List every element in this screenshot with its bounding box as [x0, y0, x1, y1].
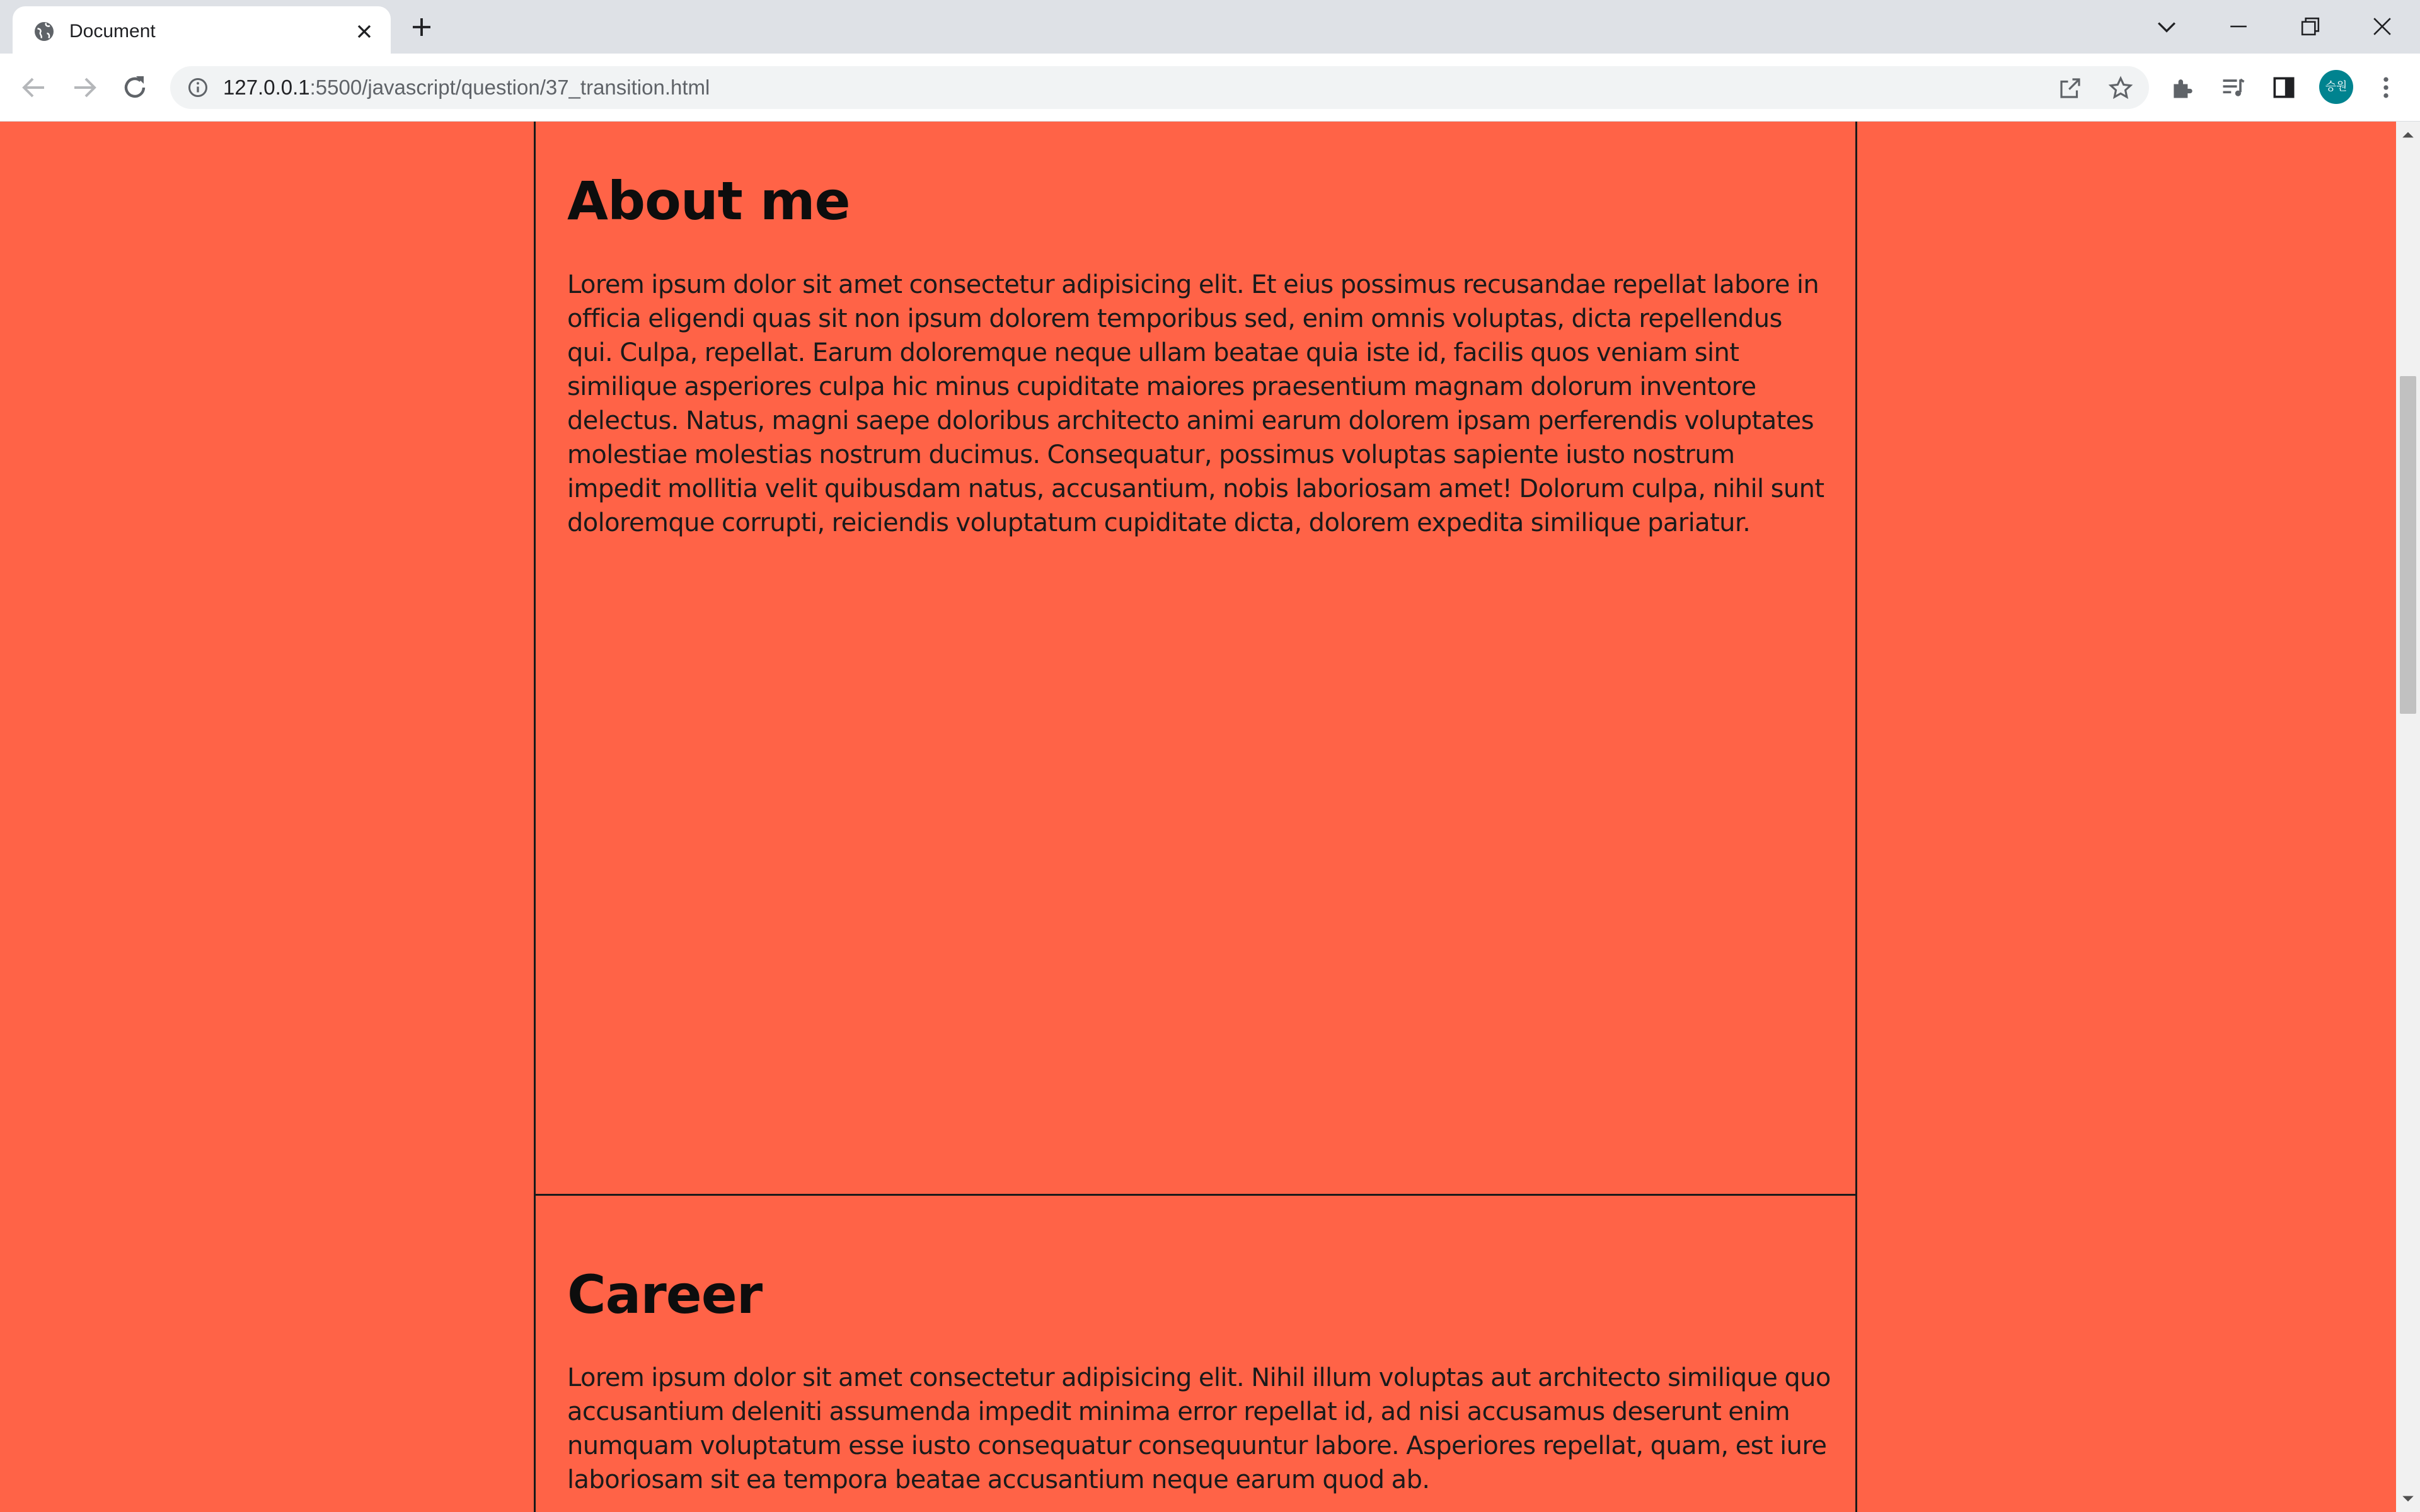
new-tab-plus-icon[interactable] [408, 14, 435, 40]
close-icon[interactable] [353, 20, 376, 43]
url-path: :5500/javascript/question/37_transition.html [309, 76, 710, 99]
reload-icon[interactable] [120, 72, 150, 103]
section-text: Lorem ipsum dolor sit amet consectetur adipisicing elit. Et eius possimus recusandae repellat labore in officia eligendi quas sit non ipsum dolorem temporibus sed, enim omnis voluptas, dicta repellendus qui. Culpa, repellat. Earum doloremque neque ullam beatae quia iste id, facilis quos veniam sint similique asperiores culpa hic minus cupiditate maiores praesentium magnam dolorum inventore delectus. Natus, magni saepe doloribus architecto animi earum dolorem ipsam perferendis voluptates molestiae molestias nostrum ducimus. Consequatur, possimus voluptas sapiente iusto nostrum impedit mollitia velit quibusdam natus, accusantium, nobis laboriosam amet! Dolorum culpa, nihil sunt doloremque corrupti, reiciendis voluptatum cupiditate dicta, dolorem expedita similique pariatur. [567, 270, 1824, 537]
url-text[interactable] [223, 75, 710, 100]
minimize-icon[interactable] [2225, 13, 2252, 40]
page-viewport [0, 122, 2396, 1512]
profile-avatar[interactable]: 승원 [2319, 70, 2353, 104]
globe-icon [33, 20, 55, 43]
site-info-icon[interactable] [187, 76, 209, 99]
forward-arrow-icon[interactable] [69, 72, 100, 103]
scroll-down-arrow-icon[interactable] [2401, 1492, 2415, 1506]
scrollbar-thumb[interactable] [2400, 376, 2416, 714]
media-list-icon[interactable] [2220, 74, 2247, 101]
star-icon[interactable] [2107, 75, 2134, 101]
puzzle-icon[interactable] [2169, 74, 2197, 101]
section-text: Lorem ipsum dolor sit amet consectetur adipisicing elit. Nihil illum voluptas aut architecto similique quo accusantium deleniti assumenda impedit minima error repellat id, ad nisi accusamus deserunt enim numquam voluptatum esse iusto consequatur consequuntur labore. Asperiores repellat, quam, est iure laboriosam sit ea tempora beatae accusantium neque earum quod ab. [567, 1363, 1831, 1494]
browser-toolbar [0, 54, 2420, 122]
share-icon[interactable] [2057, 75, 2083, 101]
section-heading: About me [567, 170, 850, 232]
tab-title: Document [69, 21, 156, 42]
tab-strip [0, 0, 2420, 54]
chevron-down-icon[interactable] [2153, 13, 2181, 40]
back-arrow-icon[interactable] [19, 72, 49, 103]
address-bar[interactable] [170, 66, 2149, 109]
tab-document[interactable] [13, 6, 391, 54]
scroll-up-arrow-icon[interactable] [2401, 128, 2415, 142]
section-about-me [534, 122, 1857, 1195]
section-heading: Career [567, 1264, 763, 1326]
vertical-scrollbar[interactable] [2396, 122, 2420, 1512]
url-host: 127.0.0.1 [223, 76, 310, 99]
restore-icon[interactable] [2296, 13, 2324, 40]
section-career [534, 1196, 1857, 1512]
kebab-menu-icon[interactable] [2372, 74, 2400, 101]
window-close-icon[interactable] [2368, 13, 2396, 40]
side-panel-icon[interactable] [2270, 74, 2298, 101]
